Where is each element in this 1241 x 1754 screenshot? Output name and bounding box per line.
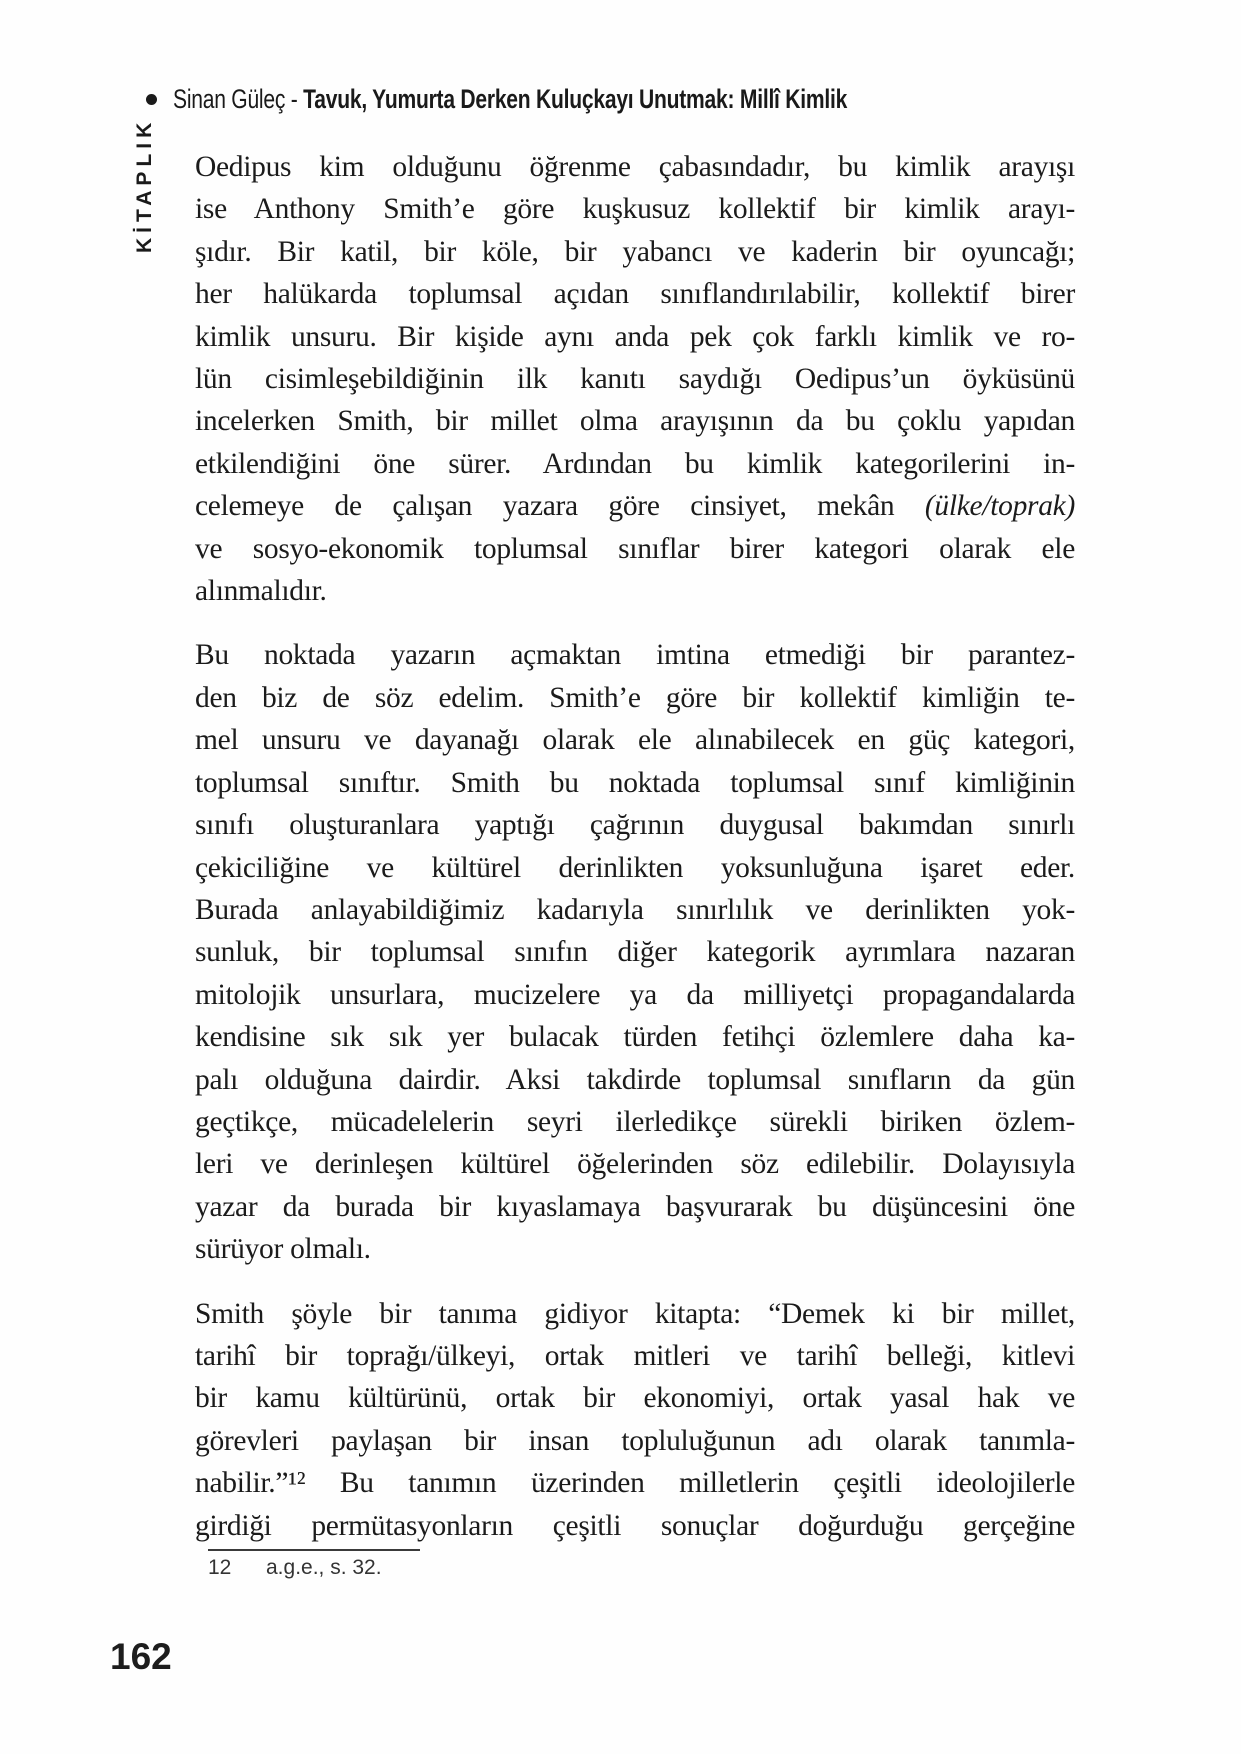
text-line: nabilir.”¹² Bu tanımın üzerinden milletlerin çeşitli ideolojilerle	[195, 1467, 1075, 1500]
footnote-separator	[208, 1549, 420, 1551]
text-line: Burada anlayabildiğimiz kadarıyla sınırlılık ve derinlikten yok-	[195, 893, 1075, 926]
text-line: incelerken Smith, bir millet olma arayışının da bu çoklu yapıdan	[195, 405, 1075, 438]
italic-segment: (ülke/toprak)	[924, 490, 1075, 523]
text-line: leri ve derinleşen kültürel öğelerinden söz edilebilir. Dolayısıyla	[195, 1148, 1075, 1181]
text-line: şıdır. Bir katil, bir köle, bir yabancı ve kaderin bir oyuncağı;	[195, 235, 1075, 268]
footnote	[208, 1556, 382, 1580]
text-line: her halükarda toplumsal açıdan sınıflandırılabilir, kollektif birer	[195, 278, 1075, 311]
text-line: çekiciliğine ve kültürel derinlikten yoksunluğuna işaret eder.	[195, 851, 1075, 884]
text-line: etkilendiğini öne sürer. Ardından bu kimlik kategorilerini in-	[195, 447, 1075, 480]
text-line: kimlik unsuru. Bir kişide aynı anda pek çok farklı kimlik ve ro-	[195, 320, 1075, 353]
running-header	[146, 84, 1037, 115]
text-line: palı olduğuna dairdir. Aksi takdirde toplumsal sınıfların da gün	[195, 1063, 1075, 1096]
paragraph	[195, 146, 1075, 612]
bullet-icon	[146, 94, 157, 105]
footnote-text: a.g.e., s. 32.	[266, 1556, 382, 1579]
header-author: Sinan Güleç	[173, 84, 286, 114]
text-line: den biz de söz edelim. Smith’e göre bir kollektif kimliğin te-	[195, 681, 1075, 714]
text-line	[195, 485, 1075, 527]
text-segment: celemeye de çalışan yazara göre cinsiyet, mekân	[195, 490, 925, 523]
text-line: ve sosyo-ekonomik toplumsal sınıflar birer kategori olarak ele	[195, 532, 1075, 565]
page-number: 162	[110, 1636, 172, 1677]
text-line: geçtikçe, mücadelelerin seyri ilerledikçe sürekli biriken özlem-	[195, 1105, 1075, 1138]
footnote-number: 12	[208, 1556, 232, 1579]
paragraph	[195, 1293, 1075, 1547]
text-line: sürüyor olmalı.	[195, 1233, 371, 1266]
text-line: görevleri paylaşan bir insan topluluğunun adı olarak tanımla-	[195, 1424, 1075, 1457]
text-line: sınıfı oluşturanlara yaptığı çağrının duygusal bakımdan sınırlı	[195, 809, 1075, 842]
body-text	[195, 146, 1075, 1547]
text-line: ise Anthony Smith’e göre kuşkusuz kollektif bir kimlik arayı-	[195, 193, 1075, 226]
text-line: Bu noktada yazarın açmaktan imtina etmediği bir parantez-	[195, 639, 1075, 672]
text-line: girdiği permütasyonların çeşitli sonuçlar doğurduğu gerçeğine	[195, 1509, 1075, 1542]
text-line: toplumsal sınıftır. Smith bu noktada toplumsal sınıf kimliğinin	[195, 766, 1075, 799]
text-line: yazar da burada bir kıyaslamaya başvurarak bu düşüncesini öne	[195, 1190, 1075, 1223]
text-line: kendisine sık sık yer bulacak türden fetihçi özlemlere daha ka-	[195, 1021, 1075, 1054]
header-title: Tavuk, Yumurta Derken Kuluçkayı Unutmak: Millî Kimlik	[303, 84, 848, 114]
text-line: lün cisimleşebildiğinin ilk kanıtı saydığı Oedipus’un öyküsünü	[195, 363, 1075, 396]
text-line: alınmalıdır.	[195, 575, 327, 608]
header-text	[173, 84, 847, 115]
text-line: Smith şöyle bir tanıma gidiyor kitapta: “Demek ki bir millet,	[195, 1297, 1075, 1330]
text-line: Oedipus kim olduğunu öğrenme çabasındadır, bu kimlik arayışı	[195, 151, 1075, 183]
text-line: sunluk, bir toplumsal sınıfın diğer kategorik ayrımlara nazaran	[195, 936, 1075, 969]
text-line: mitolojik unsurlara, mucizelere ya da milliyetçi propagandalarda	[195, 978, 1075, 1011]
paragraph	[195, 634, 1075, 1270]
text-line: bir kamu kültürünü, ortak bir ekonomiyi, ortak yasal hak ve	[195, 1382, 1075, 1415]
sidebar-vertical-label: KİTAPLIK	[133, 117, 156, 253]
text-line: tarihî bir toprağı/ülkeyi, ortak mitleri ve tarihî belleği, kitlevi	[195, 1339, 1075, 1372]
header-separator: -	[285, 84, 304, 114]
text-line: mel unsuru ve dayanağı olarak ele alınabilecek en güç kategori,	[195, 724, 1075, 757]
